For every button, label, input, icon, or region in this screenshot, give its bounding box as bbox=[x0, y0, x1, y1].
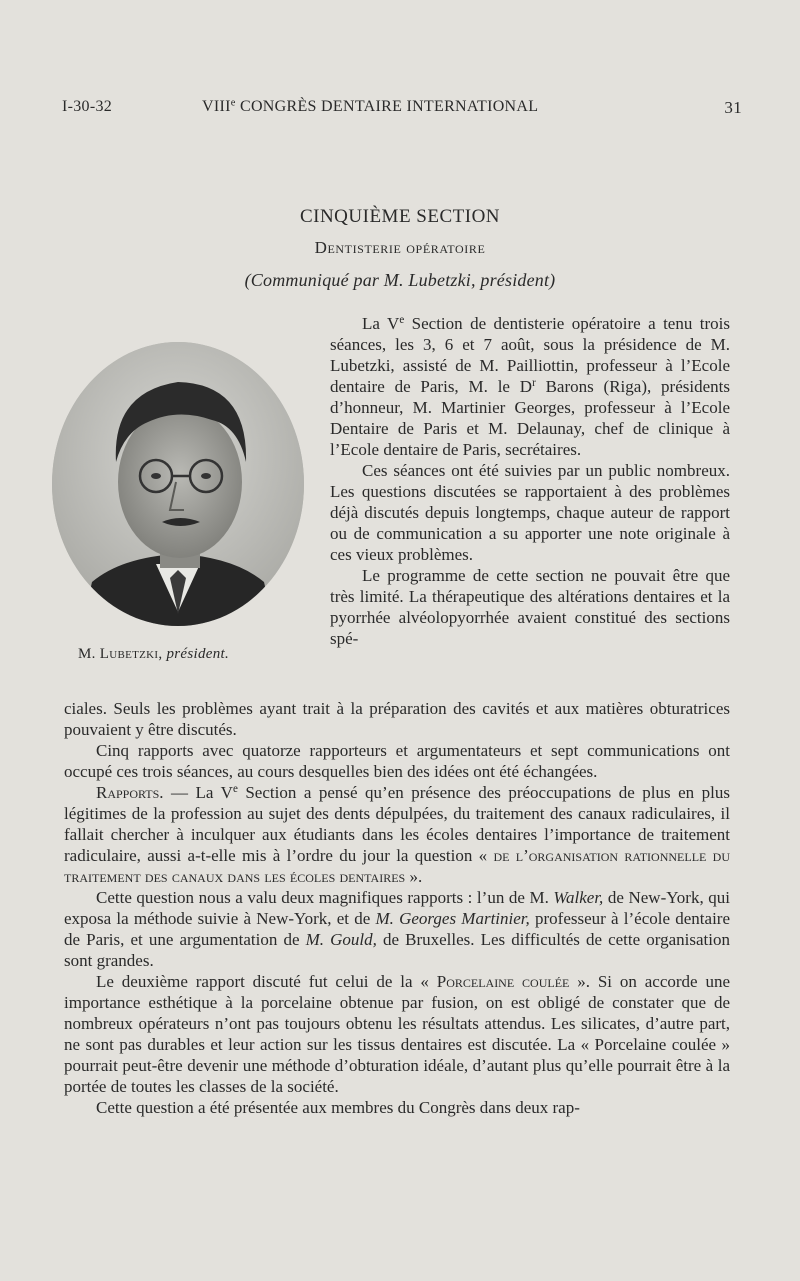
paragraph-3b: ciales. Seuls les problèmes ayant trait à la préparation des cavités et aux matières obturatrices pouvaient y être discutés. bbox=[64, 699, 730, 739]
paragraph-7: Le deuxième rapport discuté fut celui de la « Porcelaine coulée ». Si on accorde une importance esthétique à la porcelaine obtenue par fusion, on est obligé de constater que de nombreux opérateurs n’ont pas toujours obtenu les résultats attendus. Les silicates, d’autre part, ne sont pas durables et leur action sur les tissus dentaires est discutée. La « Porcelaine coulée » pourrait peut-être devenir une méthode d’obturation idéale, d’autant plus qu’elle pourrait être à la portée de toutes les classes de la société. bbox=[64, 972, 730, 1096]
portrait-caption: M. Lubetzki, président. bbox=[78, 646, 230, 662]
section-subtitle: Dentisterie opératoire bbox=[314, 238, 486, 257]
paragraph-4: Cinq rapports avec quatorze rapporteurs et argumentateurs et sept communications ont occupé ces trois séances, au cours desquelles bien des idées ont été échangées. bbox=[64, 741, 730, 781]
rapports-label: Rapports. bbox=[96, 783, 164, 802]
paragraph-6: Cette question nous a valu deux magnifiques rapports : l’un de M. Walker, de New-York, qui exposa la méthode suivie à New-York, et de M. Georges Martinier, professeur à l’école dentaire de Paris, et une argumentation de M. Gould, de Bruxelles. Les difficultés de cette organisation sont grandes. bbox=[64, 888, 730, 970]
paragraph-8: Cette question a été présentée aux membres du Congrès dans deux rap- bbox=[96, 1098, 580, 1117]
page-range: I-30-32 bbox=[62, 98, 113, 115]
paragraph-rapports: Rapports. — La Ve Section a pensé qu’en présence des préoccupations de plus en plus légitimes de la profession au sujet des dents dépulpées, du traitement des canaux radiculaires, il fallait chercher à inculquer aux étudiants dans les écoles dentaires l’importance de traitement radiculaire, aussi a-t-elle mis à l’ordre du jour la question « de l’organisation rationnelle du traitement des canaux dans les écoles dentaires ». bbox=[64, 782, 731, 886]
full-width-text bbox=[64, 698, 730, 1118]
congress-title: VIIIe CONGRÈS DENTAIRE INTERNATIONAL bbox=[202, 97, 539, 115]
right-column bbox=[330, 313, 730, 649]
page-number: 31 bbox=[724, 98, 742, 117]
paragraph-3a: Le programme de cette section ne pouvait être que très limité. La thérapeutique des altérations dentaires et la pyorrhée alvéolopyorrhée avaient constitué des sections spé- bbox=[330, 566, 730, 648]
paragraph-1: La Ve Section de dentisterie opératoire a tenu trois séances, les 3, 6 et 7 août, sous la présidence de M. Lubetzki, assisté de M. Pailliottin, professeur à l’Ecole dentaire de Paris, M. le $D^r$ Barons (Riga), présidents d’honneur, M. Martinier Georges, professeur à l’Ecole Dentaire de Paris et M. Delaunay, chef de clinique à l’Ecole dentaire de Paris, secrétaires. bbox=[330, 313, 730, 459]
section-title: CINQUIÈME SECTION bbox=[299, 206, 501, 227]
question-title: de l’organisation rationnelle du traitement des canaux dans les écoles dentaires bbox=[64, 846, 731, 886]
paragraph-2: Ces séances ont été suivies par un public nombreux. Les questions discutées se rapportaient à des problèmes déjà discutés depuis longtemps, chaque auteur de rapport ou de communication a su apporter une note originale à ces vieux problèmes. bbox=[330, 461, 730, 564]
communique-line: (Communiqué par M. Lubetzki, président) bbox=[244, 270, 556, 290]
porcelaine-topic: Porcelaine coulée bbox=[436, 972, 570, 991]
